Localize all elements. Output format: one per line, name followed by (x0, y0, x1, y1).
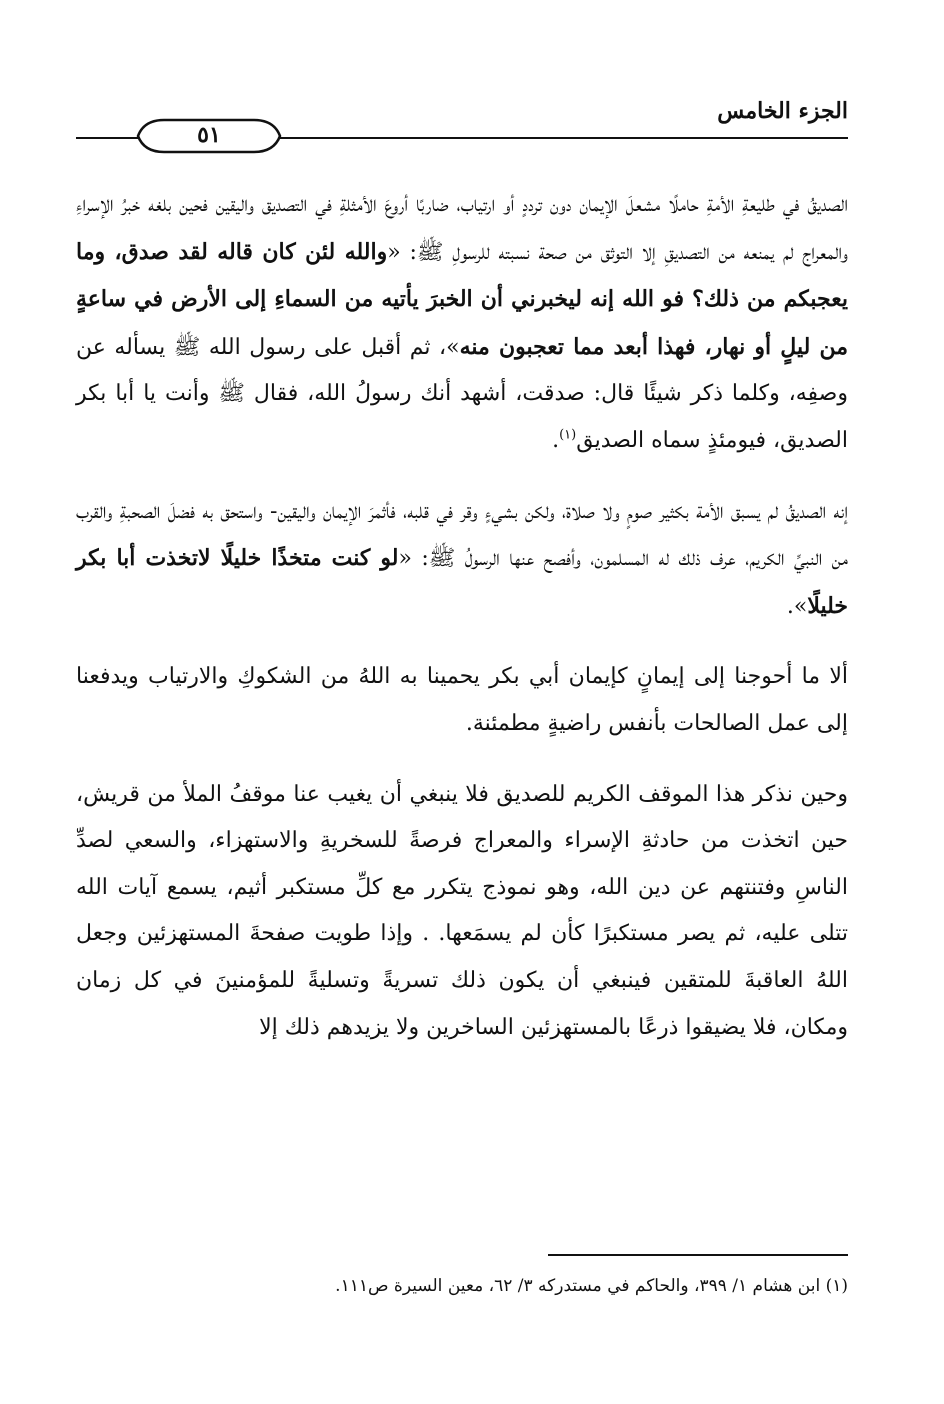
footnote-marker: (١) (559, 427, 577, 443)
footnote: (١) ابن هشام ١/ ٣٩٩، والحاكم في مستدركه ٣/ ٦٢، معين السيرة ص١١١. (335, 1276, 848, 1296)
page-number: ٥١ (197, 122, 221, 148)
text-run: »، ثم أقبل على رسول الله ﷺ يسأله عن وصفِه، وكلما ذكر شيئًا قال: صدقت، أشهد أنك رسولُ الله، فقال ﷺ وأنت يا أبا بكر الصديق، فيومئذٍ سماه الصديق (76, 334, 848, 453)
page-header (76, 96, 848, 156)
text-run: ألا ما أحوجنا إلى إيمانٍ كإيمان أبي بكر يحمينا به اللهُ من الشكوكِ والارتياب ويدفعنا إلى عمل الصالحات بأنفس راضيةٍ مطمئنة. (76, 664, 848, 736)
text-run: إنه الصديقُ لم يسبق الأمة بكثير صومٍ ولا صلاة، ولكن بشيءٍ وقر في قلبه، فأثمرَ الإيمان واليقين- واستحق به فضلَ الصحبةِ والقرب من النبيِّ الكريم، عرف ذلك له المسلمون، وأفصح عنها الرسولُ ﷺ: « (76, 498, 848, 572)
paragraph (76, 182, 848, 465)
text-run: . (552, 427, 560, 453)
running-title: الجزء الخامس (717, 98, 848, 124)
main-text (76, 182, 848, 1051)
paragraph (76, 772, 848, 1052)
text-run: وحين نذكر هذا الموقف الكريم للصديق فلا ينبغي أن يغيب عنا موقفُ الملأ من قريش، حين اتخذت من حادثةِ الإسراء والمعراج فرصةً للسخريةِ والاستهزاء، والسعي لصدِّ الناسِ وفتنتهم عن دين الله، وهو نموذج يتكرر مع كلِّ مستكبر أثيم، يسمع آيات الله تتلى عليه، ثم يصر مستكبرًا كأن لم يسمَعها. . وإذا طويت صفحةَ المستهزئين وجعل اللهُ العاقبةَ للمتقين فينبغي أن يكون ذلك تسريةً وتسليةً للمؤمنينَ في كل زمان ومكان، فلا يضيقوا ذرعًا بالمستهزئين الساخرين ولا يزيدهم ذلك إلا (76, 781, 848, 1040)
text-run: الصديقُ في طليعةِ الأمةِ حاملًا مشعلَ الإيمان دون ترددٍ أو ارتياب، ضاربًا أروعَ الأمثلةِ في التصديق واليقين فحين بلغه خبرُ الإسراءِ والمعراج لم يمنعه من التصديقِ إلا التوثق من صحة نسبته للرسولِ ﷺ: « (76, 192, 848, 265)
paragraph (76, 489, 848, 631)
quoted-hadith: لو كنت متخذًا خليلًا لاتخذت أبا بكر خليلًا (76, 545, 848, 619)
quoted-hadith: والله لئن كان قاله لقد صدق، وما يعجبكم من ذلك؟ فو الله إنه ليخبرني أن الخبرَ يأتيه من السماءِ إلى الأرض في ساعةٍ من ليلٍ أو نهار، فهذا أبعد مما تعجبون منه (76, 238, 848, 360)
page-number-badge (134, 118, 284, 154)
text-run: ». (786, 593, 808, 619)
paragraph (76, 654, 848, 747)
footnote-rule (548, 1254, 848, 1256)
